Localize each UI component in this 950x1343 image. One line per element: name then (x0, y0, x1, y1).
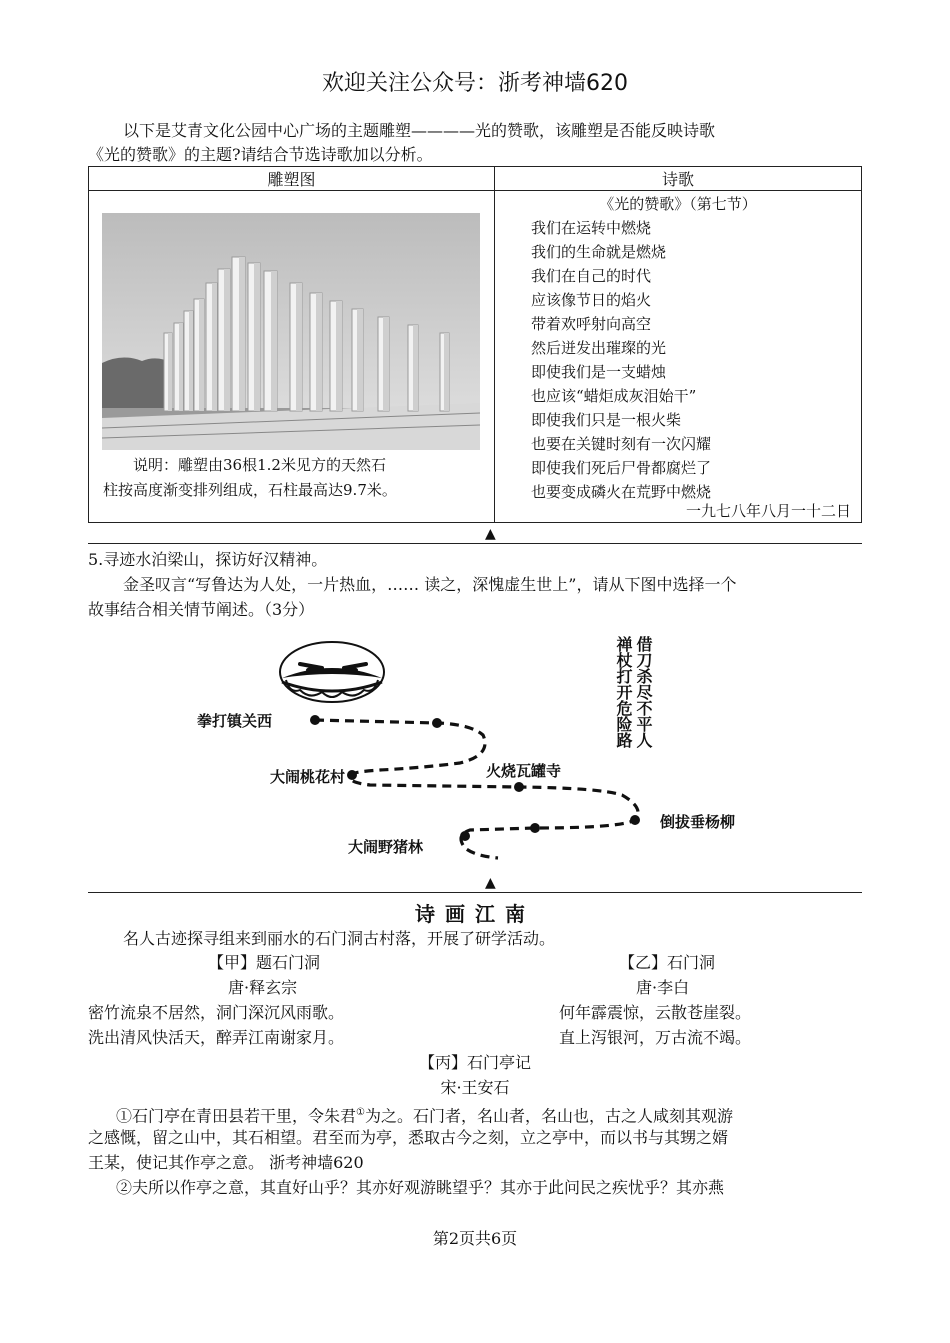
sculpture-photo (102, 213, 480, 450)
map-label-quan-da: 拳打镇关西 (197, 712, 273, 730)
divider-marker-icon: ▲ (485, 875, 496, 891)
poem-jia-author: 唐·释玄宗 (228, 978, 298, 997)
prose-bing-title: 【丙】石门亭记 (418, 1053, 531, 1072)
sculpture-image (102, 213, 480, 450)
divider-line (88, 892, 862, 893)
prose-text: ①石门亭在青田县若干里，令朱君 (116, 1106, 357, 1126)
section-title: 诗画江南 (415, 902, 535, 926)
poem-line: 我们在自己的时代 (531, 267, 652, 285)
poem-jia-line1: 密竹流泉不居然，洞门深沉风雨歌。 (88, 1003, 345, 1022)
route-stop-dot (460, 831, 470, 841)
footnote-marker: ① (356, 1107, 365, 1118)
poem-yi-title: 【乙】石门洞 (619, 953, 716, 972)
poem-title: 《光的赞歌》（第七节） (599, 195, 757, 213)
poem-yi-line1: 何年霹震惊，云散苍崖裂。 (559, 1003, 752, 1022)
route-stop-dot (630, 815, 640, 825)
map-label-da-nao-ye: 大闹野猪林 (348, 838, 424, 856)
poem-line: 即使我们只是一根火柴 (531, 411, 682, 429)
poem-line: 我们的生命就是燃烧 (531, 243, 667, 261)
poem-yi-line2: 直上泻银河，万古流不竭。 (559, 1028, 752, 1047)
q5-line2: 故事结合相关情节阐述。（3分） (88, 600, 315, 619)
poem-jia-line2: 洗出清风快活天，醉弄江南谢家月。 (88, 1028, 345, 1047)
poem-cell (495, 191, 862, 523)
lu-zhishen-head-icon (280, 642, 384, 702)
poem-line: 即使我们是一支蜡烛 (531, 363, 667, 381)
prose-bing-p1-line3: 王某，使记其作亭之意。 浙考神墙620 (88, 1153, 364, 1172)
poem-line: 带着欢呼射向高空 (531, 315, 652, 333)
poem-line: 应该像节日的焰火 (531, 291, 652, 309)
map-label-huo-shao: 火烧瓦罐寺 (486, 762, 562, 780)
q5-line1: 金圣叹言“写鲁达为人处，一片热血，…… 读之，深愧虚生世上”，请从下图中选择一个 (123, 575, 737, 594)
poem-date: 一九七八年八月一十二日 (685, 502, 851, 520)
map-label-da-nao-tao: 大闹桃花村 (270, 768, 346, 786)
prose-text: 为之。石门者，名山者，名山也，古之人咸刻其观游 (364, 1106, 733, 1126)
page-number: 第2页共6页 (432, 1229, 518, 1248)
poem-jia-title: 【甲】题石门洞 (208, 953, 321, 972)
poem-yi-author: 唐·李白 (636, 978, 690, 997)
poem-line: 也要在关键时刻有一次闪耀 (531, 435, 712, 453)
route-stop-dot (514, 782, 524, 792)
q5-title: 5.寻迹水泊梁山，探访好汉精神。 (88, 550, 328, 569)
prose-bing-p2-line1: ②夫所以作亭之意，其直好山乎？其亦好观游眺望乎？其亦于此问民之疾忧乎？其亦燕 (116, 1178, 725, 1197)
route-stop-dot (347, 770, 357, 780)
q4-line2: 《光的赞歌》的主题?请结合节选诗歌加以分析。 (88, 145, 433, 164)
poem-line: 即使我们死后尸骨都腐烂了 (531, 459, 712, 477)
col-header-poem: 诗歌 (495, 167, 862, 191)
q4-line1: 以下是艾青文化公园中心广场的主题雕塑————光的赞歌，该雕塑是否能反映诗歌 (123, 121, 716, 140)
page-header: 欢迎关注公众号：浙考神墙620 (322, 71, 628, 96)
caption-line2: 柱按高度渐变排列组成，石柱最高达9.7米。 (103, 481, 397, 499)
sculpture-cell (89, 191, 495, 523)
lu-zhishen-map (0, 620, 950, 880)
sculpture-caption (103, 453, 483, 503)
poem-line: 然后迸发出璀璨的光 (531, 339, 667, 357)
caption-line1: 说明：雕塑由36根1.2米见方的天然石 (133, 456, 386, 474)
prose-bing-p1-line2: 之感慨，留之山中，其石相望。君至而为亭，悉取古今之刻，立之亭中，而以书与其甥之婿 (88, 1128, 729, 1147)
sculpture-poem-table (88, 166, 862, 523)
poem-line: 我们在运转中燃烧 (531, 219, 652, 237)
divider-line (88, 543, 862, 544)
map-vertical-left: 禅杖打开危险路 (614, 636, 633, 748)
prose-bing-author-wrap (0, 1075, 950, 1100)
prose-bing-author: 宋·王安石 (440, 1078, 510, 1097)
col-header-sculpture: 雕塑图 (89, 167, 495, 191)
route-stop-dot (432, 718, 442, 728)
prose-bing-title-wrap (0, 1050, 950, 1075)
map-label-dao-ba: 倒拔垂杨柳 (660, 813, 736, 831)
section-intro: 名人古迹探寻组来到丽水的石门洞古村落，开展了研学活动。 (123, 929, 556, 948)
poem-line: 也应该“蜡炬成灰泪始干” (531, 387, 697, 405)
route-stop-dot (530, 823, 540, 833)
route-stop-dot (310, 715, 320, 725)
map-vertical-right: 借刀杀尽不平人 (634, 636, 653, 748)
poem-lines (531, 216, 711, 504)
poem-line: 也要变成磷火在荒野中燃烧 (531, 483, 712, 501)
divider-marker-icon: ▲ (485, 526, 496, 542)
